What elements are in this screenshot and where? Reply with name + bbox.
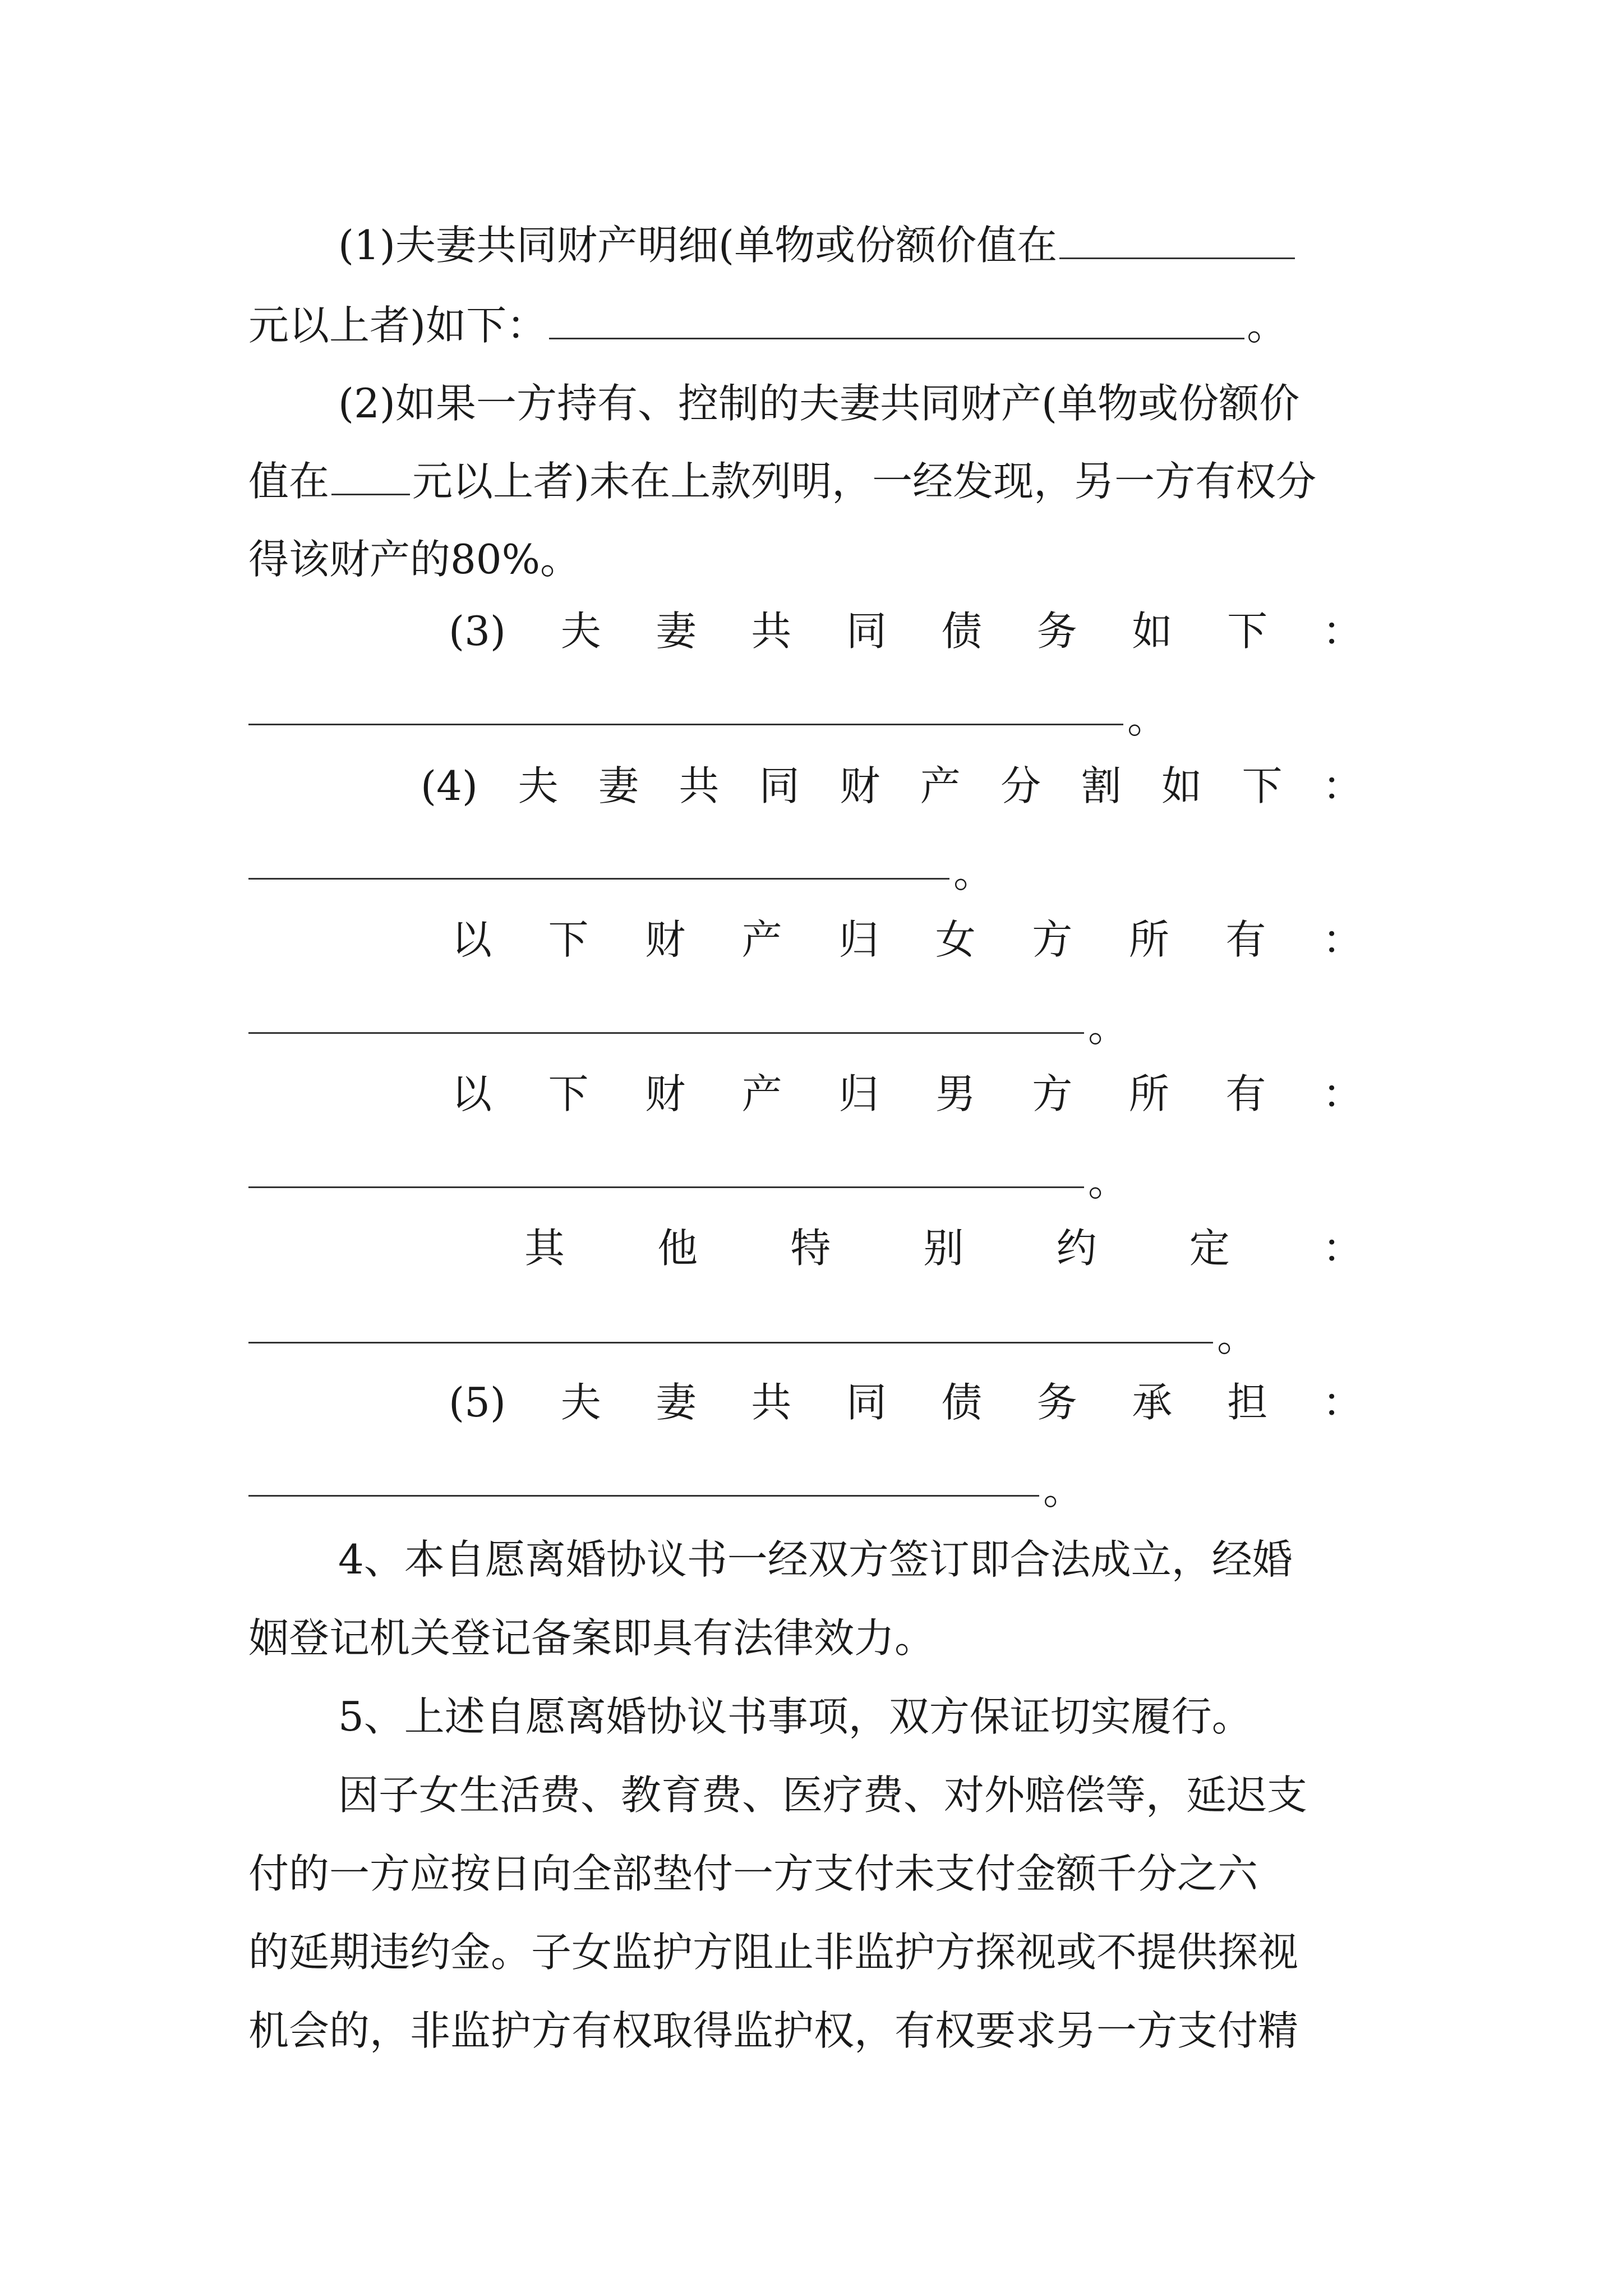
item4-char: 分 bbox=[1000, 762, 1041, 809]
para6-text2: 付的一方应按日向全部垫付一方支付未支付金额千分之六 bbox=[248, 1850, 1258, 1897]
special-label-char: 他 bbox=[657, 1225, 698, 1272]
para6-text1: 因子女生活费、教育费、医疗费、对外赔偿等，延迟支 bbox=[338, 1772, 1308, 1819]
para4-line1 bbox=[248, 1517, 1393, 1602]
husband-property-blank bbox=[248, 1186, 1084, 1188]
para1-line2 bbox=[248, 283, 1393, 367]
husband-label-char: 归 bbox=[838, 1070, 879, 1117]
para1-line1 bbox=[248, 203, 1393, 287]
item3-char: (3) bbox=[449, 608, 506, 655]
special-label-char: 其 bbox=[524, 1225, 565, 1272]
item4-char: 下 bbox=[1242, 762, 1283, 809]
husband-label-char: 所 bbox=[1128, 1070, 1169, 1117]
item5-char: ： bbox=[1322, 1379, 1363, 1426]
item3-blank bbox=[248, 724, 1123, 725]
item3-char: 债 bbox=[941, 608, 982, 655]
item3-char: 同 bbox=[846, 608, 887, 655]
para2-text2a: 值在 bbox=[248, 458, 330, 505]
wife-property-end: 。 bbox=[1088, 1004, 1129, 1051]
item4-char: 共 bbox=[679, 762, 720, 809]
item3-end: 。 bbox=[1127, 695, 1168, 742]
wife-label-char: ： bbox=[1322, 916, 1363, 963]
husband-label-char: 方 bbox=[1032, 1070, 1073, 1117]
special-label-char: ： bbox=[1322, 1225, 1363, 1272]
item4-char: 如 bbox=[1161, 762, 1202, 809]
husband-label-char: 以 bbox=[451, 1070, 492, 1117]
special-label-char: 约 bbox=[1056, 1225, 1097, 1272]
wife-label-char: 有 bbox=[1225, 916, 1266, 963]
blank-amount-2 bbox=[331, 493, 410, 495]
wife-property-blank bbox=[248, 1032, 1084, 1034]
special-label-char: 特 bbox=[790, 1225, 831, 1272]
item4-char: 夫 bbox=[518, 762, 559, 809]
para1-end: 。 bbox=[1247, 302, 1288, 349]
item5-char: 妻 bbox=[656, 1379, 697, 1426]
special-label-char: 别 bbox=[923, 1225, 964, 1272]
item3-label bbox=[449, 589, 1363, 673]
wife-label-char: 产 bbox=[741, 916, 782, 963]
item5-char: 夫 bbox=[560, 1379, 601, 1426]
para5-line1 bbox=[248, 1674, 1393, 1759]
item4-label bbox=[421, 744, 1363, 828]
item5-char: 同 bbox=[846, 1379, 887, 1426]
special-agreement-label bbox=[524, 1206, 1363, 1290]
wife-label-char: 下 bbox=[548, 916, 589, 963]
wife-label-char: 财 bbox=[645, 916, 686, 963]
item3-char: 务 bbox=[1036, 608, 1077, 655]
husband-property-end: 。 bbox=[1088, 1158, 1129, 1205]
special-agreement-end: 。 bbox=[1217, 1313, 1258, 1360]
para1-text2: 元以上者)如下： bbox=[248, 302, 547, 349]
item3-char: 夫 bbox=[560, 608, 601, 655]
item4-char: (4) bbox=[421, 762, 478, 809]
item3-char: 共 bbox=[751, 608, 792, 655]
item5-char: 债 bbox=[941, 1379, 982, 1426]
para5-text1: 5、上述自愿离婚协议书事项，双方保证切实履行。 bbox=[338, 1693, 1252, 1740]
husband-label-char: 下 bbox=[548, 1070, 589, 1117]
wife-label-char: 归 bbox=[838, 916, 879, 963]
husband-label-char: 财 bbox=[645, 1070, 686, 1117]
item5-blank bbox=[248, 1495, 1039, 1497]
para6-line1 bbox=[248, 1753, 1393, 1837]
item5-char: 担 bbox=[1227, 1379, 1268, 1426]
para4-text2: 姻登记机关登记备案即具有法律效力。 bbox=[248, 1614, 935, 1662]
para2-line2 bbox=[248, 439, 1393, 523]
para6-line2 bbox=[248, 1832, 1393, 1916]
wife-label-char: 以 bbox=[451, 916, 492, 963]
item4-char: 割 bbox=[1081, 762, 1122, 809]
item5-label bbox=[449, 1360, 1363, 1444]
item5-char: 承 bbox=[1132, 1379, 1173, 1426]
wife-label-char: 女 bbox=[935, 916, 976, 963]
item4-blank bbox=[248, 878, 949, 880]
husband-label-char: 产 bbox=[741, 1070, 782, 1117]
para6-text3: 的延期违约金。子女监护方阻止非监护方探视或不提供探视 bbox=[248, 1929, 1299, 1976]
para4-line2 bbox=[248, 1596, 1393, 1680]
wife-label-char: 方 bbox=[1032, 916, 1073, 963]
para6-line3 bbox=[248, 1910, 1393, 1994]
item5-end: 。 bbox=[1043, 1466, 1084, 1513]
wife-property-label bbox=[451, 898, 1363, 982]
para2-text1: (2)如果一方持有、控制的夫妻共同财产(单物或份额价 bbox=[338, 380, 1300, 427]
para1-text1: (1)夫妻共同财产明细(单物或份额价值在 bbox=[338, 222, 1058, 269]
item5-char: 务 bbox=[1036, 1379, 1077, 1426]
item3-char: 如 bbox=[1132, 608, 1173, 655]
item3-char: 妻 bbox=[656, 608, 697, 655]
para2-text3: 得该财产的80%。 bbox=[248, 536, 581, 583]
item3-char: 下 bbox=[1227, 608, 1268, 655]
item3-char: ： bbox=[1322, 608, 1363, 655]
husband-label-char: 男 bbox=[935, 1070, 976, 1117]
item5-char: 共 bbox=[751, 1379, 792, 1426]
item4-end: 。 bbox=[953, 849, 994, 896]
blank-amount bbox=[1059, 257, 1295, 259]
item4-char: 妻 bbox=[598, 762, 639, 809]
special-label-char: 定 bbox=[1189, 1225, 1230, 1272]
husband-label-char: 有 bbox=[1225, 1070, 1266, 1117]
husband-property-label bbox=[451, 1052, 1363, 1136]
husband-label-char: ： bbox=[1322, 1070, 1363, 1117]
para2-line1 bbox=[248, 361, 1393, 445]
special-agreement-blank bbox=[248, 1342, 1213, 1343]
item4-char: 同 bbox=[759, 762, 800, 809]
wife-label-char: 所 bbox=[1128, 916, 1169, 963]
para6-line4 bbox=[248, 1989, 1393, 2073]
item4-char: 财 bbox=[840, 762, 880, 809]
item4-char: 产 bbox=[920, 762, 961, 809]
para2-text2b: 元以上者)未在上款列明，一经发现，另一方有权分 bbox=[412, 458, 1317, 505]
blank-property-list bbox=[549, 337, 1244, 339]
item4-char: ： bbox=[1322, 762, 1363, 809]
item5-char: (5) bbox=[449, 1379, 506, 1426]
para4-text1: 4、本自愿离婚协议书一经双方签订即合法成立，经婚 bbox=[338, 1536, 1293, 1583]
para6-text4: 机会的，非监护方有权取得监护权，有权要求另一方支付精 bbox=[248, 2007, 1299, 2054]
